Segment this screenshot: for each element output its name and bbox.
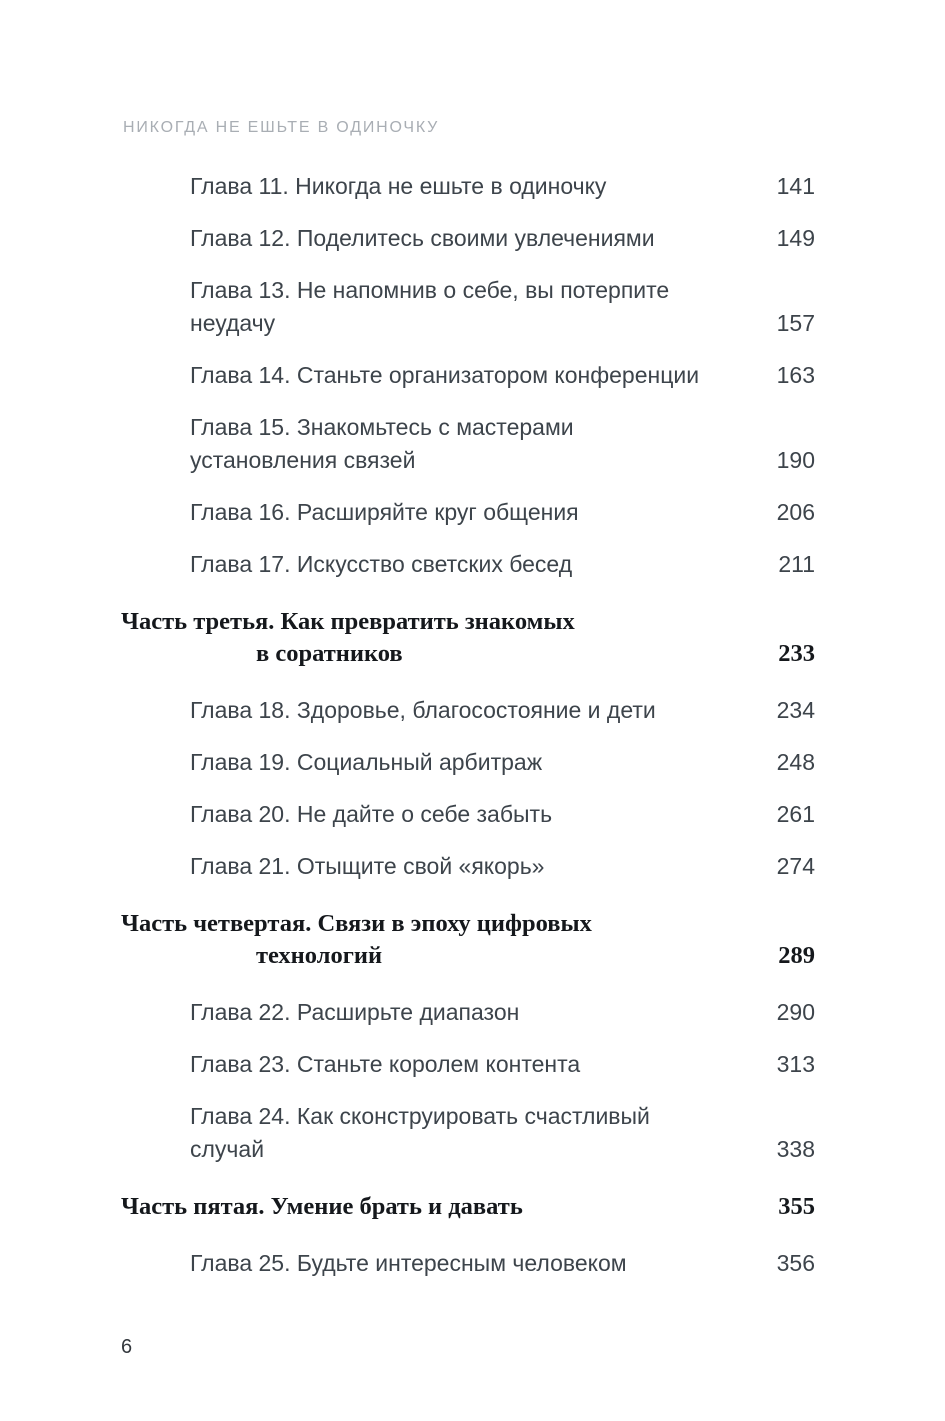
entry-title-line: Глава 14. Станьте организатором конференции: [190, 362, 700, 388]
entry-title-line: Глава 15. Знакомьтесь с мастерами: [190, 414, 574, 440]
entry-title-line: Глава 17. Искусство светских бесед: [190, 551, 573, 577]
entry-title-line: Глава 24. Как сконструировать счастливый: [190, 1103, 650, 1129]
entry-title-line: Глава 25. Будьте интересным человеком: [190, 1250, 627, 1276]
entry-page-number: 234: [776, 697, 815, 723]
toc-chapter-entry: [121, 274, 815, 340]
running-head: НИКОГДА НЕ ЕШЬТЕ В ОДИНОЧКУ: [123, 119, 440, 136]
entry-title: [121, 908, 758, 972]
toc-chapter-entry: [121, 694, 815, 727]
entry-title-line: Глава 22. Расширьте диапазон: [190, 999, 520, 1025]
entry-page-number: 141: [776, 173, 815, 199]
entry-title-line: случай: [190, 1136, 265, 1162]
entry-page-number: 248: [776, 749, 815, 775]
entry-title-line: Глава 21. Отыщите свой «якорь»: [190, 853, 545, 879]
entry-page-number: 313: [776, 1051, 815, 1077]
entry-title: [121, 746, 757, 779]
entry-page-number: 233: [778, 640, 815, 667]
entry-title: [121, 274, 757, 340]
entry-title-line: Глава 11. Никогда не ешьте в одиночку: [190, 173, 607, 199]
toc-chapter-entry: [121, 850, 815, 883]
toc-chapter-entry: [121, 496, 815, 529]
entry-title: [121, 694, 757, 727]
entry-page-number: 261: [776, 801, 815, 827]
entry-page-number: 149: [776, 225, 815, 251]
entry-page-number: 274: [776, 853, 815, 879]
entry-page-number: 338: [776, 1136, 815, 1162]
entry-page-number: 211: [778, 551, 815, 577]
entry-page-number: 190: [776, 447, 815, 473]
toc-part-heading: [121, 1191, 815, 1223]
entry-title-line: Глава 12. Поделитесь своими увлечениями: [190, 225, 655, 251]
entry-title: [121, 359, 757, 392]
entry-page-number: 355: [778, 1193, 815, 1220]
entry-page-number: 289: [778, 942, 815, 969]
entry-title-line: Глава 23. Станьте королем контента: [190, 1051, 581, 1077]
entry-title-line: в соратников: [256, 640, 403, 667]
entry-title-line: Часть третья. Как превратить знакомых: [121, 608, 575, 635]
entry-page-number: 290: [776, 999, 815, 1025]
entry-title: [121, 850, 757, 883]
entry-title-line: Часть пятая. Умение брать и давать: [121, 1193, 523, 1220]
toc-chapter-entry: [121, 170, 815, 203]
toc-chapter-entry: [121, 1100, 815, 1166]
entry-title-line: Глава 13. Не напомнив о себе, вы потерпите: [190, 277, 670, 303]
toc-part-heading: [121, 908, 815, 972]
toc-chapter-entry: [121, 996, 815, 1029]
toc-chapter-entry: [121, 1247, 815, 1280]
table-of-contents: [121, 170, 815, 1299]
entry-title: [121, 548, 758, 581]
toc-chapter-entry: [121, 359, 815, 392]
entry-title: [121, 1100, 757, 1166]
entry-title-line: Глава 19. Социальный арбитраж: [190, 749, 543, 775]
toc-chapter-entry: [121, 746, 815, 779]
entry-page-number: 163: [776, 362, 815, 388]
entry-title: [121, 996, 757, 1029]
entry-title-line: установления связей: [190, 447, 416, 473]
entry-title-line: Глава 16. Расширяйте круг общения: [190, 499, 579, 525]
entry-page-number: 356: [776, 1250, 815, 1276]
footer-page-number: 6: [121, 1336, 133, 1358]
toc-chapter-entry: [121, 411, 815, 477]
entry-title: [121, 1048, 757, 1081]
entry-title: [121, 222, 757, 255]
entry-title-line: Глава 20. Не дайте о себе забыть: [190, 801, 553, 827]
entry-title-line: Часть четвертая. Связи в эпоху цифровых: [121, 910, 592, 937]
toc-chapter-entry: [121, 548, 815, 581]
entry-title-line: неудачу: [190, 310, 276, 336]
entry-page-number: 206: [776, 499, 815, 525]
entry-title: [121, 170, 757, 203]
toc-chapter-entry: [121, 222, 815, 255]
entry-title: [121, 1191, 758, 1223]
entry-title: [121, 411, 757, 477]
entry-page-number: 157: [776, 310, 815, 336]
entry-title: [121, 1247, 757, 1280]
toc-chapter-entry: [121, 1048, 815, 1081]
entry-title: [121, 798, 757, 831]
entry-title-line: Глава 18. Здоровье, благосостояние и дети: [190, 697, 656, 723]
toc-part-heading: [121, 606, 815, 670]
entry-title: [121, 606, 758, 670]
entry-title: [121, 496, 757, 529]
toc-chapter-entry: [121, 798, 815, 831]
entry-title-line: технологий: [256, 942, 383, 969]
